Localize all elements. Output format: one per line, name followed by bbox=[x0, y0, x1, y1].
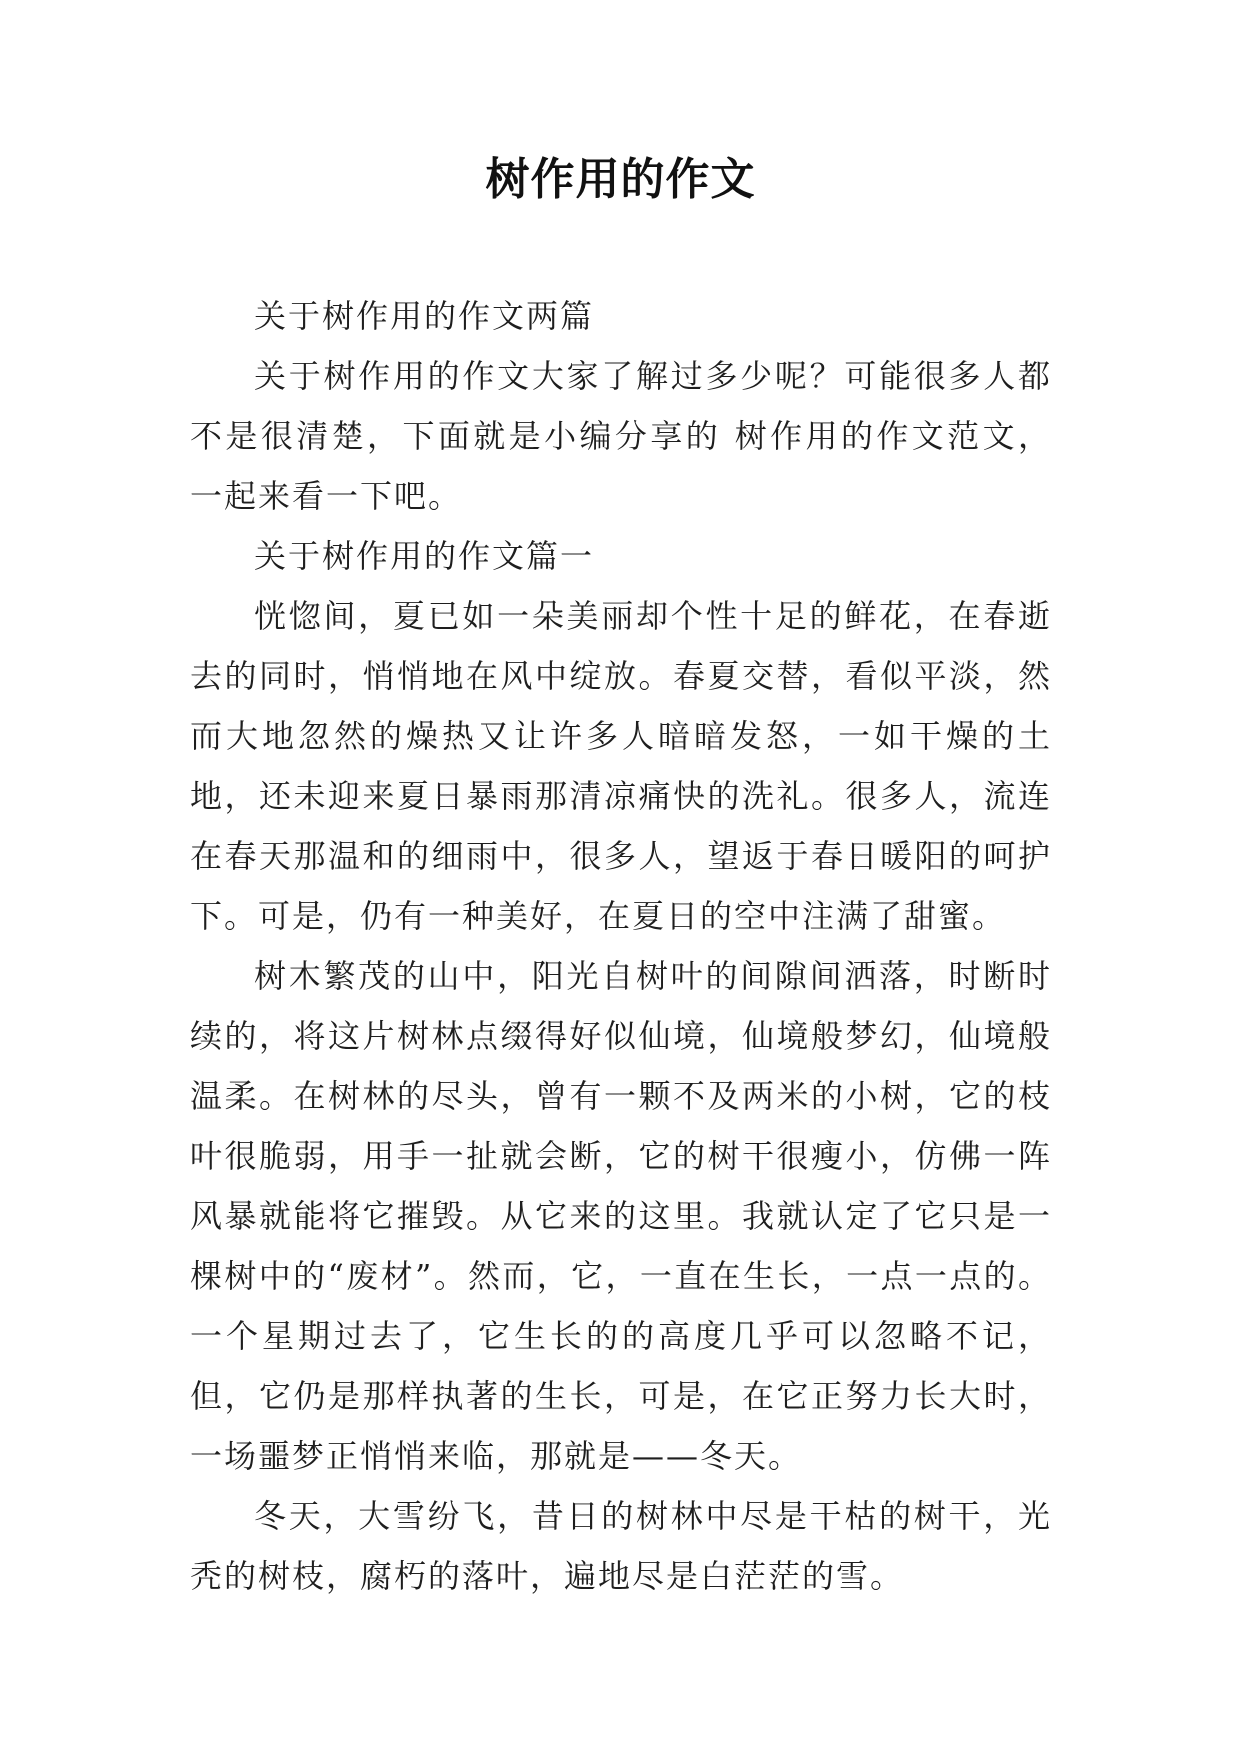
document-body bbox=[190, 286, 1052, 1606]
body-paragraph: 恍惚间，夏已如一朵美丽却个性十足的鲜花，在春逝去的同时，悄悄地在风中绽放。春夏交替，看似平淡，然而大地忽然的燥热又让许多人暗暗发怒，一如干燥的土地，还未迎来夏日暴雨那清凉痛快的洗礼。很多人，流连在春天那温和的细雨中，很多人，望返于春日暖阳的呵护下。可是，仍有一种美好，在夏日的空中注满了甜蜜。 bbox=[190, 597, 1052, 935]
body-paragraph: 树木繁茂的山中，阳光自树叶的间隙间洒落，时断时续的，将这片树林点缀得好似仙境，仙境般梦幻，仙境般温柔。在树林的尽头，曾有一颗不及两米的小树，它的枝叶很脆弱，用手一扯就会断，它的树干很瘦小，仿佛一阵风暴就能将它摧毁。从它来的这里。我就认定了它只是一棵树中的“废材”。然而，它，一直在生长，一点一点的。一个星期过去了，它生长的的高度几乎可以忽略不记，但，它仍是那样执著的生长，可是，在它正努力长大时，一场噩梦正悄悄来临，那就是——冬天。 bbox=[190, 957, 1052, 1475]
document-title: 树作用的作文 bbox=[485, 154, 756, 205]
body-paragraph: 冬天，大雪纷飞，昔日的树林中尽是干枯的树干，光秃的树枝，腐朽的落叶，遍地尽是白茫茫的雪。 bbox=[190, 1497, 1052, 1595]
section-heading-paragraph: 关于树作用的作文篇一 bbox=[254, 537, 595, 575]
subtitle-paragraph: 关于树作用的作文两篇 bbox=[254, 297, 595, 335]
intro-paragraph: 关于树作用的作文大家了解过多少呢？可能很多人都不是很清楚，下面就是小编分享的 树作用的作文范文，一起来看一下吧。 bbox=[190, 357, 1052, 515]
